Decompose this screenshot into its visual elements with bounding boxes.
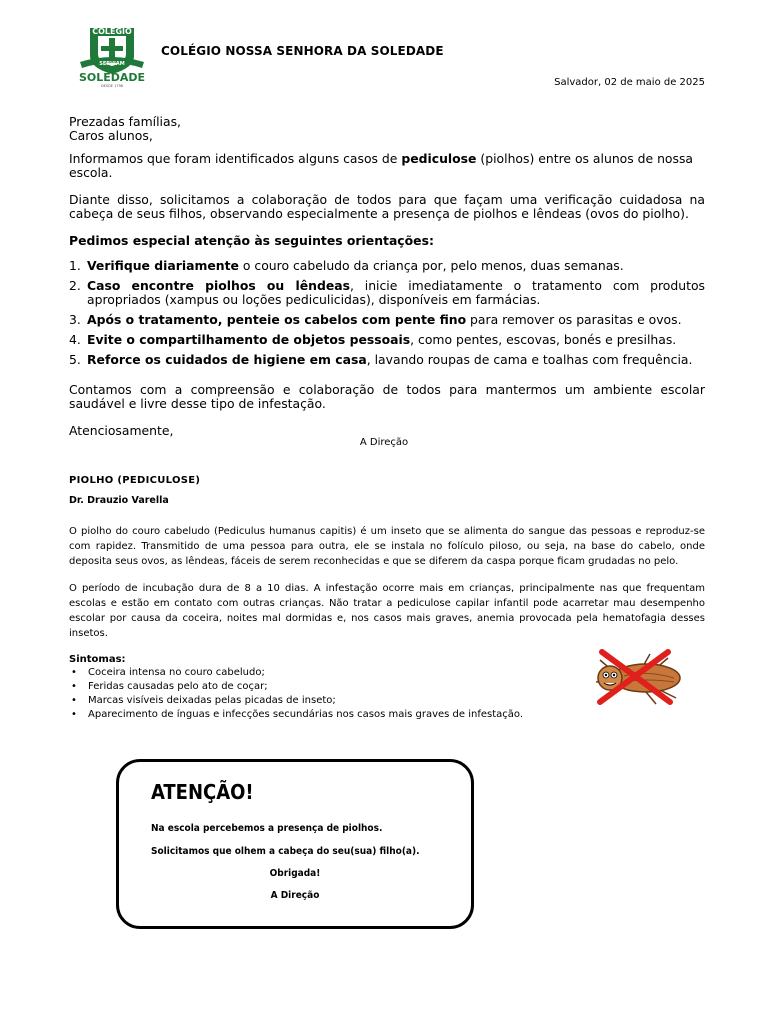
article-author: Dr. Drauzio Varella <box>69 495 169 506</box>
article-paragraph-2: O período de incubação dura de 8 a 10 dias. A infestação ocorre mais em crianças, principalmente nas que frequentam escolas e estão em contato com outras crianças. Não tratar a pediculose capilar infantil pode acarretar mau desempenho escolar por causa da coceira, noites mal dormidas e, nos casos mais graves, anemia provocada pela hematofagia desses insetos. <box>69 583 705 639</box>
logo-text-top: COLÉGIO <box>92 27 132 36</box>
symptom-item: • Coceira intensa no couro cabeludo; <box>69 666 705 680</box>
intro-paragraph: Informamos que foram identificados alguns casos de pediculose (piolhos) entre os alunos de nossa escola. <box>69 151 694 180</box>
symptoms-heading: Sintomas: <box>69 654 126 665</box>
logo-text-bottom: SOLEDADE <box>78 71 146 84</box>
closing-paragraph: Contamos com a compreensão e colaboração de todos para mantermos um ambiente escolar saudável e livre desse tipo de infestação. <box>69 382 705 411</box>
greeting-students: Caros alunos, <box>69 128 153 143</box>
crossed-louse-icon <box>584 648 686 706</box>
guideline-item: 2. Caso encontre piolhos ou lêndeas, inicie imediatamente o tratamento com produtos apropriados (xampus ou loções pediculicidas), disponíveis em farmácias. <box>69 278 706 307</box>
attention-notice-box <box>116 759 474 929</box>
notice-thanks: Obrigada! <box>269 868 321 879</box>
guideline-item: 3. Após o tratamento, penteie os cabelos com pente fino para remover os parasitas e ovos. <box>69 312 682 327</box>
article-paragraph-1: O piolho do couro cabeludo (Pediculus humanus capitis) é um inseto que se alimenta do sangue das pessoas e reproduz-se com rapidez. Transmitido de uma pessoa para outra, ele se instala no folículo piloso, ou seja, na base do cabelo, onde deposita seus ovos, as lêndeas, fáceis de serem reconhecidas e que se diferem da caspa porque ficam grudadas no pelo. <box>69 526 705 567</box>
symptom-item: • Marcas visíveis deixadas pelas picadas de inseto; <box>69 694 705 708</box>
guideline-item: 5. Reforce os cuidados de higiene em casa, lavando roupas de cama e toalhas com frequência. <box>69 352 693 367</box>
symptom-item: • Feridas causadas pelo ato de coçar; <box>69 680 705 694</box>
guidelines-list <box>69 259 705 367</box>
sign-off: Atenciosamente, <box>69 423 174 438</box>
greeting-families: Prezadas famílias, <box>69 114 181 129</box>
school-logo <box>76 22 148 88</box>
guidelines-heading: Pedimos especial atenção às seguintes orientações: <box>69 233 434 248</box>
notice-title: ATENÇÃO! <box>151 780 254 804</box>
letter-signature: A Direção <box>359 437 409 448</box>
guideline-item: 4. Evite o compartilhamento de objetos pessoais, como pentes, escovas, bonés e presilhas. <box>69 332 677 347</box>
letter-date: Salvador, 02 de maio de 2025 <box>554 77 705 88</box>
guideline-item: 1. Verifique diariamente o couro cabeludo da criança por, pelo menos, duas semanas. <box>69 258 624 273</box>
letter-body <box>69 115 705 438</box>
notice-line-2: Solicitamos que olhem a cabeça do seu(sua) filho(a). <box>151 846 420 857</box>
notice-line-1: Na escola percebemos a presença de piolhos. <box>151 823 383 834</box>
logo-text-since: DESDE 1798 <box>100 84 124 88</box>
school-name: COLÉGIO NOSSA SENHORA DA SOLEDADE <box>161 44 444 58</box>
article-title: PIOLHO (PEDICULOSE) <box>69 475 201 486</box>
logo-text-mid: SERVIAM <box>99 61 125 67</box>
request-paragraph: Diante disso, solicitamos a colaboração de todos para que façam uma verificação cuidadosa na cabeça de seus filhos, observando especialmente a presença de piolhos e lêndeas (ovos do piolho). <box>69 192 705 221</box>
symptom-item: • Aparecimento de ínguas e infecções secundárias nos casos mais graves de infestação. <box>69 708 705 722</box>
notice-signature: A Direção <box>270 890 320 901</box>
